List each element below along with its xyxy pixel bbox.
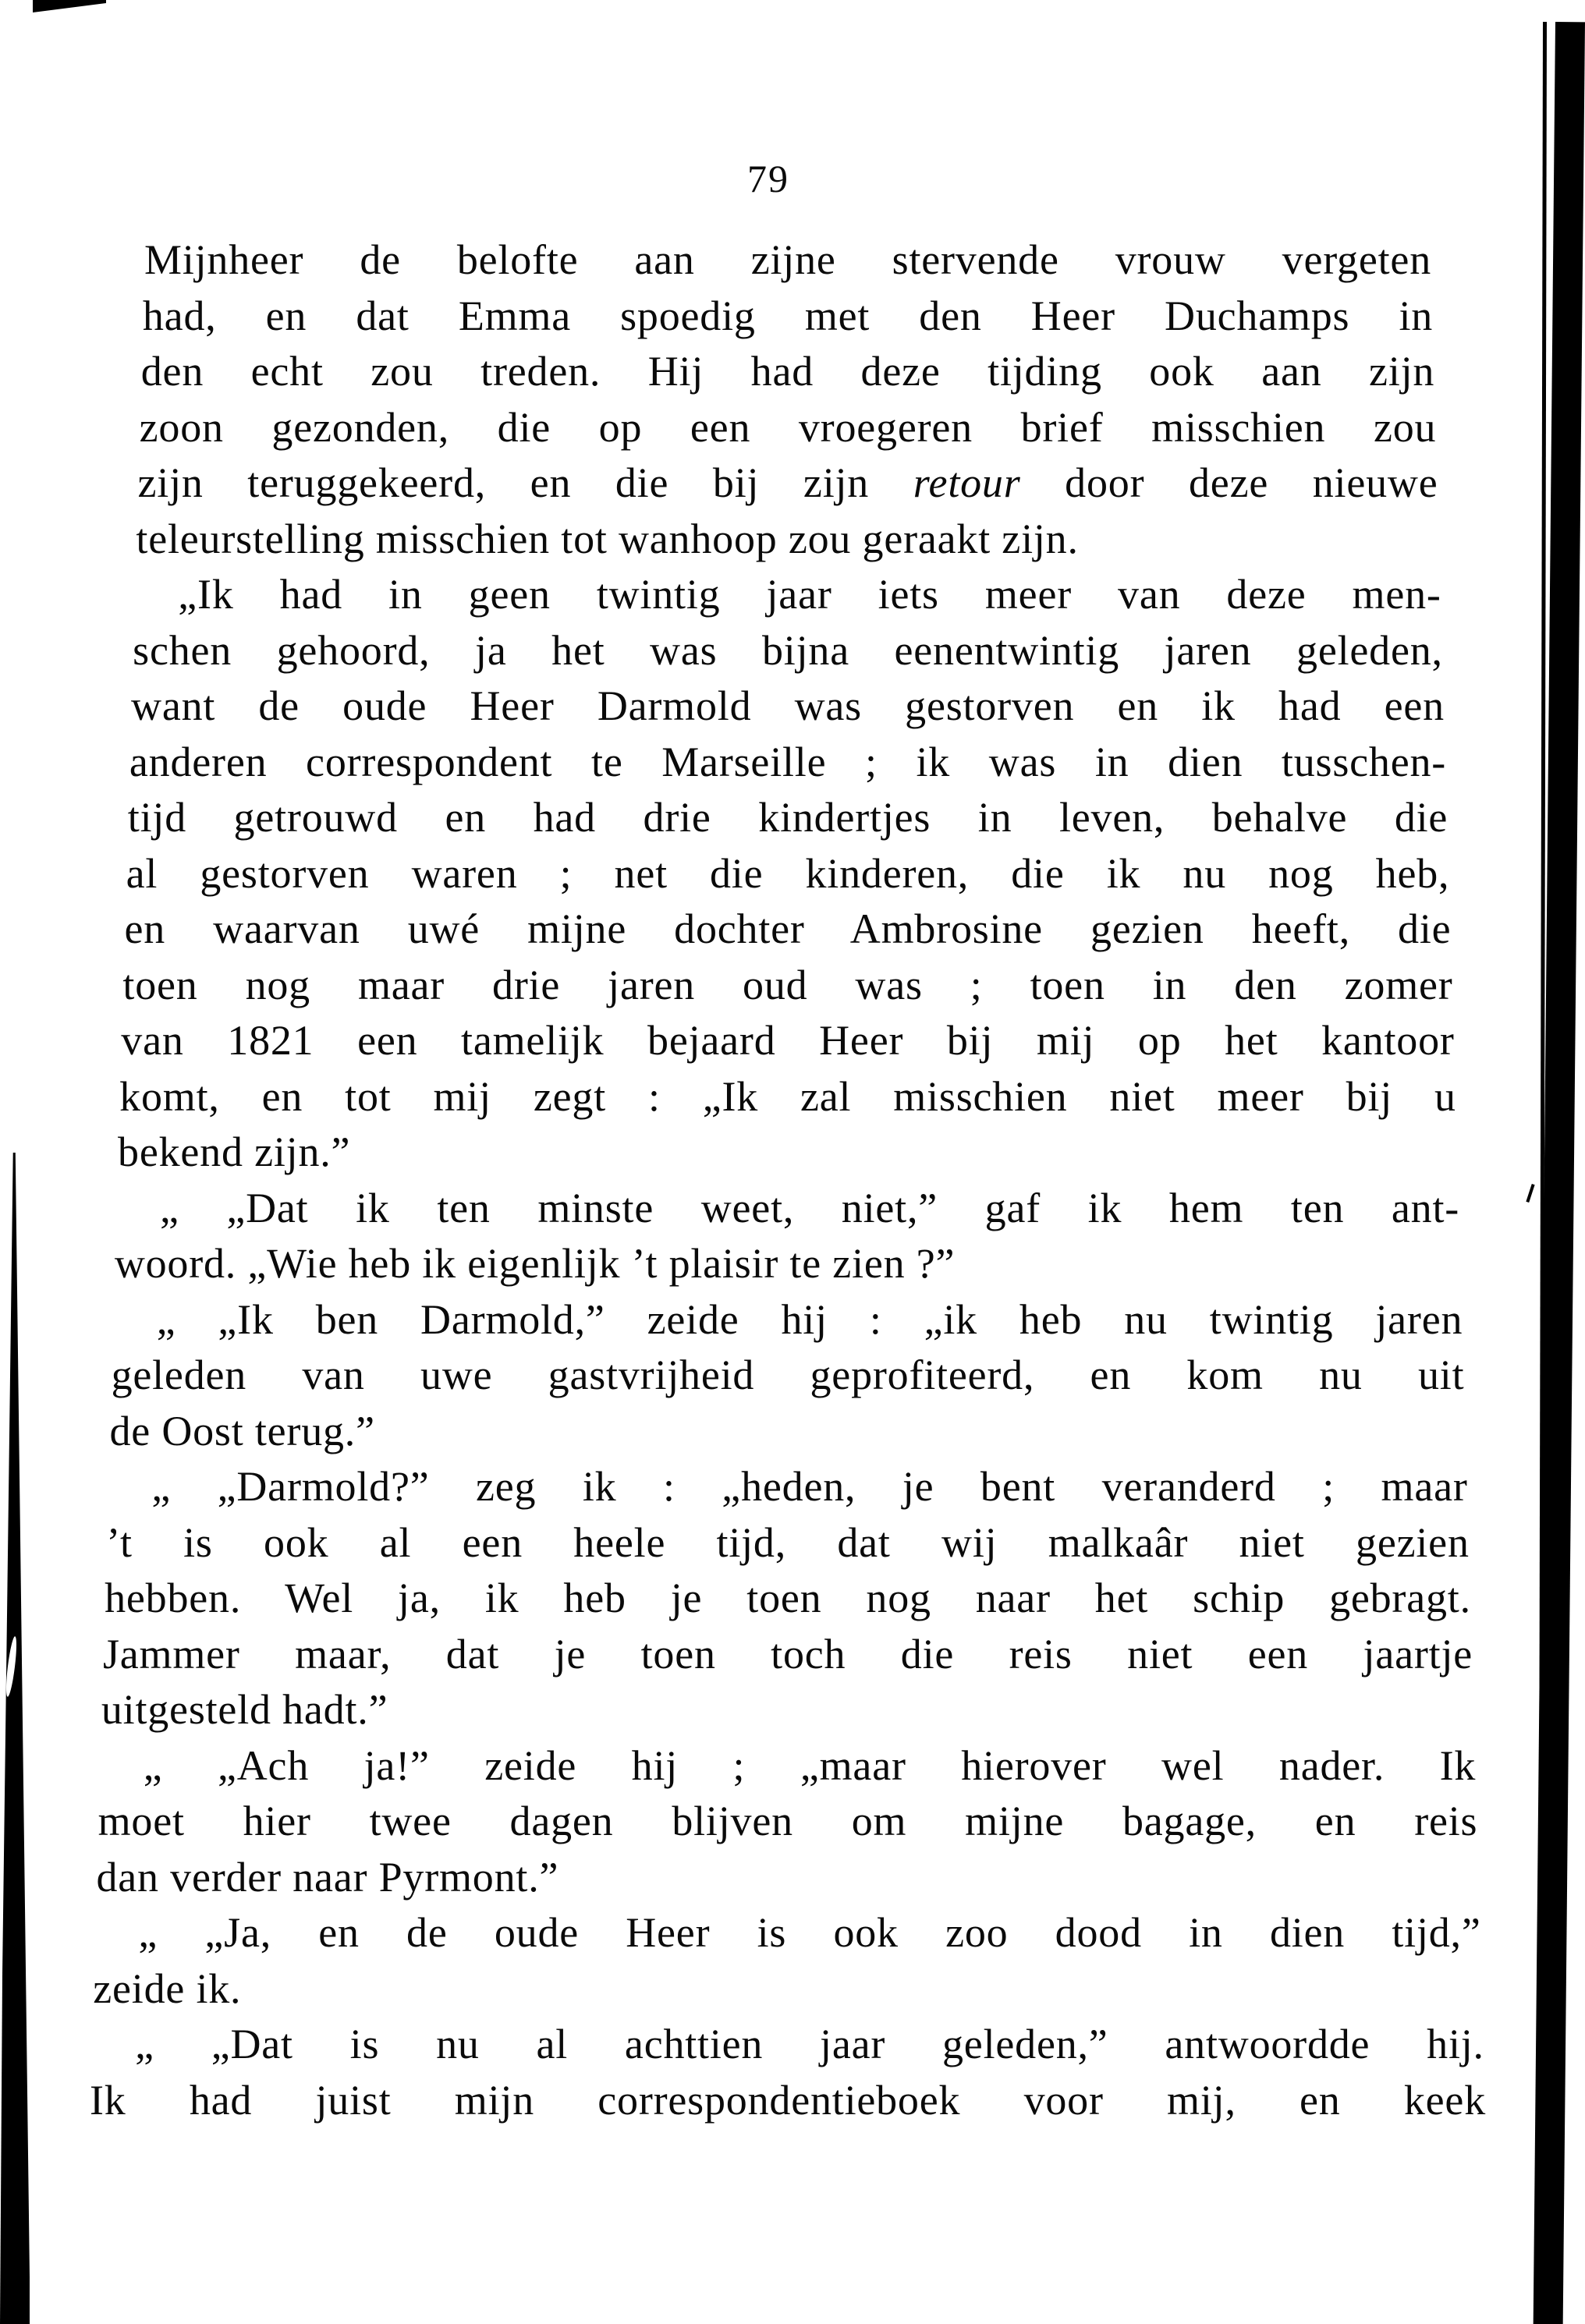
text-line — [136, 512, 1439, 568]
scan-artifact-top-left-wedge — [33, 0, 106, 12]
text-segment: ’t is ook al een heele tijd, dat wij malkaâr niet gezien — [106, 1518, 1470, 1566]
text-line — [108, 1459, 1467, 1515]
text-line — [125, 902, 1452, 958]
text-segment: Jammer maar, dat je toen toch die reis niet een jaartje — [102, 1630, 1473, 1677]
text-line — [91, 2017, 1484, 2073]
text-line — [141, 344, 1434, 400]
text-segment: hebben. Wel ja, ik heb je toen nog naar het schip gebragt. — [105, 1575, 1471, 1621]
text-segment: uitgesteld hadt.” — [101, 1686, 388, 1733]
text-segment: „ „Ach ja!” zeide hij ; „maar hierover wel nader. Ik — [143, 1741, 1477, 1789]
text-line — [90, 2073, 1486, 2129]
text-line — [101, 1682, 1474, 1738]
text-line — [93, 1961, 1483, 2018]
text-line — [121, 1013, 1454, 1069]
text-segment: Mijnheer de belofte aan zijne stervende vrouw vergeten — [144, 236, 1431, 283]
text-line — [103, 1627, 1473, 1683]
text-segment: moet hier twee dagen blijven om mijne bagage, en reis — [98, 1798, 1478, 1844]
text-segment: zoon gezonden, die op een vroegeren brief misschien zou — [139, 403, 1437, 451]
text-line — [140, 400, 1437, 456]
text-segment: door deze nieuwe — [1020, 459, 1438, 506]
text-segment: teleurstelling misschien tot wanhoop zou geraakt zijn. — [136, 515, 1079, 562]
text-line — [106, 1515, 1470, 1571]
page-number: 79 — [747, 157, 789, 200]
text-segment: al gestorven waren ; net die kinderen, die ik nu nog heb, — [126, 849, 1450, 897]
text-line — [144, 232, 1431, 289]
italic-text-segment: retour — [913, 459, 1021, 506]
text-segment: „ „Dat ik ten minste weet, niet,” gaf ik hem ten ant- — [159, 1184, 1460, 1231]
text-line — [134, 567, 1441, 623]
text-line — [105, 1571, 1471, 1627]
text-segment: want de oude Heer Darmold was gestorven en ik had een — [131, 682, 1445, 729]
text-line — [143, 289, 1433, 345]
text-line — [115, 1236, 1461, 1292]
text-line — [118, 1125, 1458, 1181]
text-segment: „ „Ja, en de oude Heer is ook zoo dood in dien tijd,” — [138, 1909, 1481, 1956]
text-line — [112, 1348, 1465, 1404]
text-segment: de Oost terug.” — [109, 1407, 375, 1454]
text-segment: „ „Dat is nu al achttien jaar geleden,” antwoordde hij. — [135, 2021, 1484, 2067]
text-segment: zeide ik. — [93, 1964, 242, 2012]
text-segment: dan verder naar Pyrmont.” — [96, 1853, 559, 1901]
text-block — [0, 232, 1585, 2128]
text-segment: „ „Darmold?” zeg ik : „heden, je bent veranderd ; maar — [151, 1463, 1468, 1510]
text-segment: had, en dat Emma spoedig met den Heer Duchamps in — [142, 292, 1434, 339]
text-segment: van 1821 een tamelijk bejaard Heer bij mij op het kantoor — [121, 1017, 1455, 1064]
text-segment: woord. „Wie heb ik eigenlijk ’t plaisir te zien ?” — [114, 1240, 956, 1287]
text-segment: komt, en tot mij zegt : „Ik zal misschien niet meer bij u — [119, 1072, 1456, 1120]
text-segment: en waarvan uwé mijne dochter Ambrosine gezien heeft, die — [124, 905, 1452, 952]
text-line — [133, 623, 1443, 679]
text-segment: schen gehoord, ja het was bijna eenentwintig jaren geleden, — [133, 626, 1443, 674]
text-line — [128, 790, 1448, 846]
text-segment: tijd getrouwd en had drie kindertjes in leven, behalve die — [127, 794, 1448, 841]
text-line — [129, 735, 1446, 791]
text-segment: zijn teruggekeerd, en die bij zijn — [137, 459, 913, 506]
text-line — [96, 1850, 1479, 1906]
text-segment: geleden van uwe gastvrijheid geprofiteerd, en kom nu uit — [111, 1352, 1465, 1398]
text-line — [100, 1738, 1477, 1794]
text-segment: toen nog maar drie jaren oud was ; toen in den zomer — [122, 961, 1453, 1008]
text-line — [126, 846, 1450, 902]
text-segment: Ik had juist mijn correspondentieboek voor mij, en keek — [90, 2076, 1486, 2124]
text-line — [98, 1794, 1478, 1850]
text-line — [122, 958, 1452, 1014]
text-line — [119, 1069, 1456, 1125]
text-line — [94, 1905, 1480, 1961]
text-segment: „Ik had in geen twintig jaar iets meer van deze men- — [178, 571, 1441, 618]
text-line — [109, 1404, 1466, 1460]
text-segment: anderen correspondent te Marseille ; ik was in dien tusschen- — [129, 738, 1447, 785]
text-segment: „ „Ik ben Darmold,” zeide hij : „ik heb nu twintig jaren — [156, 1295, 1463, 1343]
text-line — [116, 1181, 1459, 1237]
text-segment: den echt zou treden. Hij had deze tijding ook aan zijn — [140, 348, 1435, 395]
text-line — [138, 455, 1438, 512]
text-line — [113, 1292, 1463, 1348]
text-segment: bekend zijn.” — [118, 1128, 351, 1175]
text-line — [131, 678, 1445, 735]
